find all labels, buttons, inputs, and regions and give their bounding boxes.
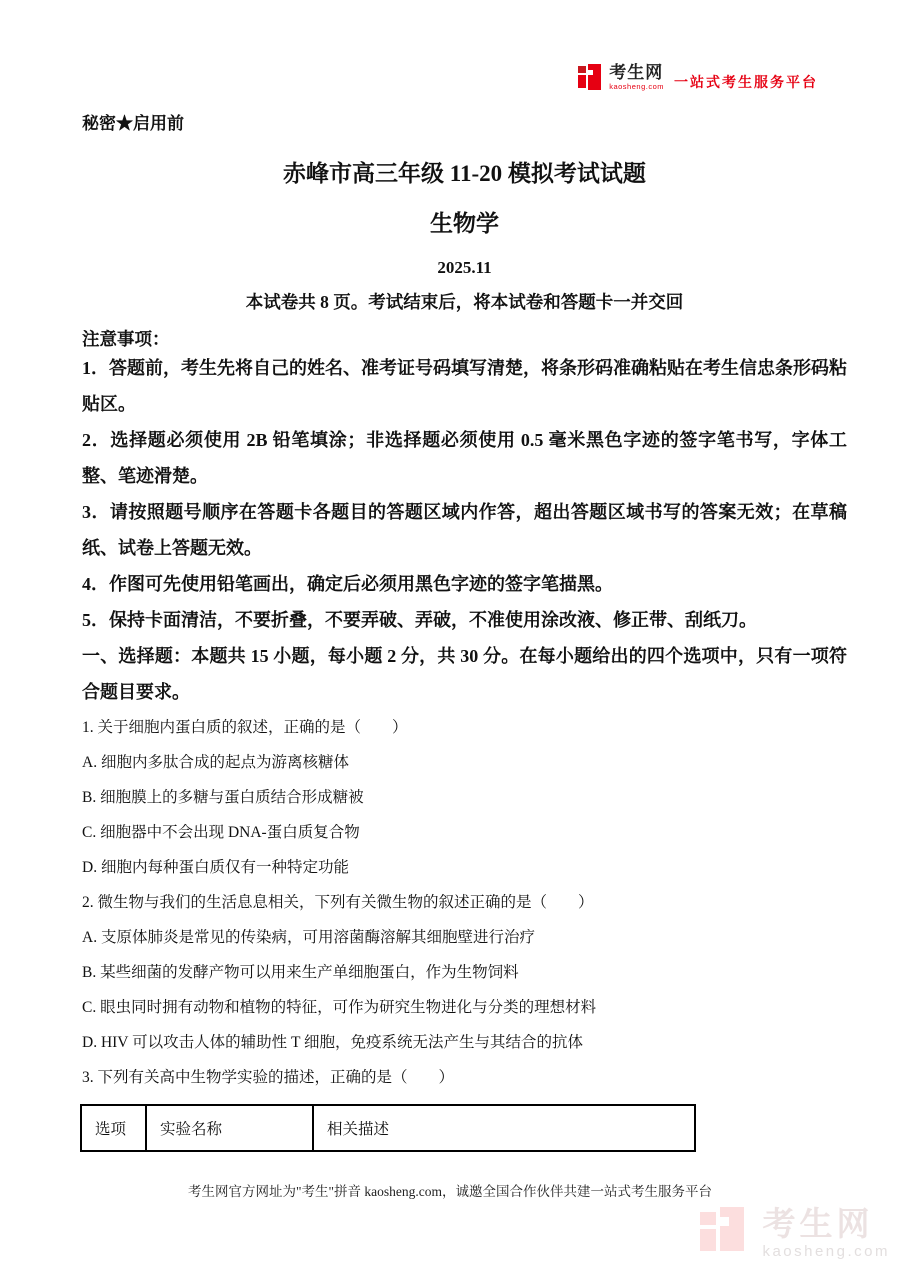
- notice-item-5: 5．保持卡面清洁，不要折叠，不要弄破、弄破，不准使用涂改液、修正带、刮纸刀。: [82, 610, 757, 630]
- watermark-name: 考生网: [762, 1205, 874, 1242]
- notice-item-3: 3．请按照题号顺序在答题卡各题目的答题区域内作答，超出答题区域书写的答案无效；在草稿纸、试卷上答题无效。: [82, 502, 847, 558]
- question-1-option-a: A. 细胞内多肽合成的起点为游离核糖体: [82, 754, 349, 771]
- watermark-domain: kaosheng.com: [762, 1243, 890, 1260]
- exam-title: 赤峰市高三年级 11-20 模拟考试试题: [283, 161, 646, 186]
- exam-date: 2025.11: [437, 258, 492, 277]
- table-header-experiment-name: 实验名称: [146, 1105, 313, 1151]
- kaosheng-watermark: [700, 1207, 890, 1259]
- question-2-option-b: B. 某些细菌的发酵产物可以用来生产单细胞蛋白，作为生物饲料: [82, 964, 519, 981]
- exam-page: [82, 112, 847, 1152]
- question-2-option-c: C. 眼虫同时拥有动物和植物的特征，可作为研究生物进化与分类的理想材料: [82, 999, 597, 1016]
- brand-domain: kaosheng.com: [609, 81, 664, 91]
- table-header-row: [81, 1105, 695, 1151]
- question-3-stem: 3. 下列有关高中生物学实验的描述，正确的是（ ）: [82, 1069, 455, 1086]
- question-1-option-b: B. 细胞膜上的多糖与蛋白质结合形成糖被: [82, 789, 364, 806]
- table-header-description: 相关描述: [313, 1105, 695, 1151]
- table-header-option: 选项: [81, 1105, 146, 1151]
- brand-tagline: 一站式考生服务平台: [674, 74, 818, 90]
- notices-heading: 注意事项：: [82, 329, 170, 349]
- notice-item-1: 1．答题前，考生先将自己的姓名、准考证号码填写清楚，将条形码准确粘贴在考生信忠条形码粘贴区。: [82, 358, 847, 414]
- section-heading-choice: 一、选择题：本题共 15 小题，每小题 2 分，共 30 分。在每小题给出的四个选项中，只有一项符合题目要求。: [82, 646, 847, 702]
- kaosheng-logo: [578, 62, 818, 92]
- notice-item-2: 2．选择题必须使用 2B 铅笔填涂；非选择题必须使用 0.5 毫米黑色字迹的签字笔书写，字体工整、笔迹滑楚。: [82, 430, 847, 486]
- question-1-option-c: C. 细胞器中不会出现 DNA-蛋白质复合物: [82, 824, 360, 841]
- security-notice: 秘密★启用前: [82, 114, 184, 133]
- question-3-table: [80, 1104, 696, 1152]
- exam-subject: 生物学: [430, 211, 499, 236]
- kaosheng-watermark-icon: [700, 1207, 752, 1253]
- footer-note: 考生网官方网址为"考生"拼音 kaosheng.com，诚邀全国合作伙伴共建一站式考生服务平台: [187, 1184, 712, 1199]
- question-1-option-d: D. 细胞内每种蛋白质仅有一种特定功能: [82, 859, 349, 876]
- exam-note: 本试卷共 8 页。考试结束后，将本试卷和答题卡一并交回: [245, 292, 684, 312]
- kaosheng-logo-icon: [578, 62, 604, 92]
- question-2-option-d: D. HIV 可以攻击人体的辅助性 T 细胞，免疫系统无法产生与其结合的抗体: [82, 1034, 584, 1051]
- question-1-stem: 1. 关于细胞内蛋白质的叙述，正确的是（ ）: [82, 719, 408, 736]
- notice-item-4: 4．作图可先使用铅笔画出，确定后必须用黑色字迹的签字笔描黑。: [82, 574, 613, 594]
- brand-name: 考生网: [609, 62, 664, 82]
- question-2-stem: 2. 微生物与我们的生活息息相关，下列有关微生物的叙述正确的是（ ）: [82, 894, 594, 911]
- question-2-option-a: A. 支原体肺炎是常见的传染病，可用溶菌酶溶解其细胞壁进行治疗: [82, 929, 535, 946]
